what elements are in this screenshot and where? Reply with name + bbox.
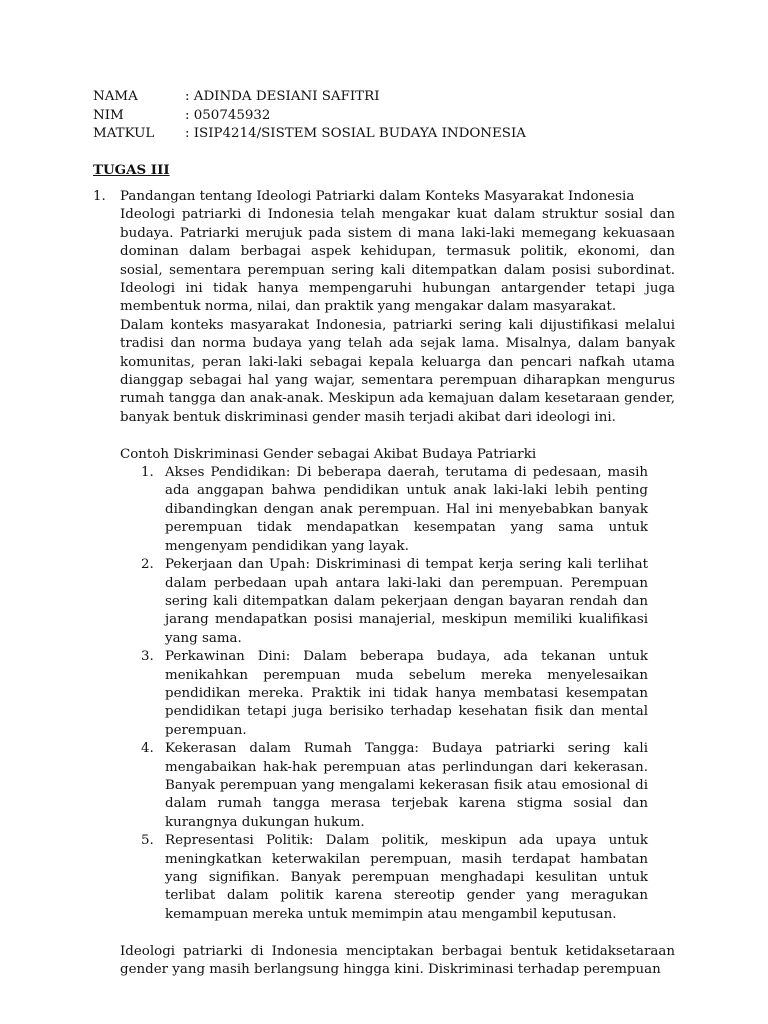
nim-label: NIM [93,107,124,123]
matkul-label: MATKUL [93,126,155,142]
list-item-number: 4. [141,741,154,757]
nim-row [93,107,526,126]
nim-value: : 050745932 [185,107,271,123]
section-1 [93,188,675,979]
list-item [141,832,648,924]
list-item-text: Perkawinan Dini: Dalam beberapa budaya, ada tekanan untuk menikahkan perempuan muda sebelum mereka menyelesaikan pendidikan mereka. Praktik ini tidak hanya membatasi kesempatan pendidikan tetapi juga berisiko terhadap kesehatan fisik dan mental perempuan. [165,649,648,738]
list-item-text: Pekerjaan dan Upah: Diskriminasi di tempat kerja sering kali terlihat dalam perbedaan upah antara laki-laki dan perempuan. Perempuan sering kali ditempatkan dalam pekerjaan dengan bayaran rendah dan jarang mendapatkan posisi manajerial, meskipun memiliki kualifikasi yang sama. [165,557,648,646]
list-item-number: 3. [141,649,154,665]
assignment-title: TUGAS III [93,162,170,178]
student-info [93,88,526,144]
nama-value: : ADINDA DESIANI SAFITRI [185,89,380,104]
closing-paragraph: Ideologi patriarki di Indonesia menciptakan berbagai bentuk ketidaksetaraan gender yang masih berlangsung hingga kini. Diskriminasi terhadap perempuan [120,943,675,978]
nama-label: NAMA [93,89,138,104]
list-item-text: Akses Pendidikan: Di beberapa daerah, terutama di pedesaan, masih ada anggapan bahwa pendidikan untuk anak laki-laki lebih penting dibandingkan dengan anak perempuan. Hal ini menyebabkan banyak perempuan tidak mendapatkan kesempatan yang sama untuk mengenyam pendidikan yang layak. [165,465,648,554]
list-item [141,556,648,648]
list-item-text: Kekerasan dalam Rumah Tangga: Budaya patriarki sering kali mengabaikan hak-hak perempuan atas perlindungan dari kekerasan. Banyak perempuan yang mengalami kekerasan fisik atau emosional di dalam rumah tangga merasa terjebak karena stigma sosial dan kurangnya dukungan hukum. [165,741,648,830]
section-heading: Pandangan tentang Ideologi Patriarki dalam Konteks Masyarakat Indonesia [120,189,635,204]
matkul-row [93,125,526,144]
nama-row [93,88,526,107]
list-item [141,740,648,832]
section-heading-row [93,188,675,206]
list-item-number: 1. [141,465,154,481]
examples-heading: Contoh Diskriminasi Gender sebagai Akibat Budaya Patriarki [120,446,537,462]
list-item-number: 5. [141,833,154,849]
list-item-text: Representasi Politik: Dalam politik, meskipun ada upaya untuk meningkatkan keterwakilan perempuan, masih terdapat hambatan yang signifikan. Banyak perempuan menghadapi kesulitan untuk terlibat dalam politik karena stereotip gender yang meragukan kemampuan mereka untuk memimpin atau mengambil keputusan. [165,833,648,922]
list-item [141,648,648,740]
paragraph-2: Dalam konteks masyarakat Indonesia, patriarki sering kali dijustifikasi melalui tradisi dan norma budaya yang telah ada sejak lama. Misalnya, dalam banyak komunitas, peran laki-laki sebagai kepala keluarga dan pencari nafkah utama dianggap sebagai hal yang wajar, sementara perempuan diharapkan mengurus rumah tangga dan anak-anak. Meskipun ada kemajuan dalam kesetaraan gender, banyak bentuk diskriminasi gender masih terjadi akibat dari ideologi ini. [120,317,675,425]
section-number: 1. [93,189,106,204]
paragraph-1: Ideologi patriarki di Indonesia telah mengakar kuat dalam struktur sosial dan budaya. Patriarki merujuk pada sistem di mana laki-laki memegang kekuasaan dominan dalam berbagai aspek kehidupan, termasuk politik, ekonomi, dan sosial, sementara perempuan sering kali ditempatkan dalam posisi subordinat. Ideologi ini tidak hanya mempengaruhi hubungan antargender tetapi juga membentuk norma, nilai, dan praktik yang mengakar dalam masyarakat. [120,207,675,315]
list-item [141,464,648,556]
matkul-value: : ISIP4214/SISTEM SOSIAL BUDAYA INDONESIA [185,126,526,142]
list-item-number: 2. [141,557,154,573]
examples-list [141,464,648,924]
